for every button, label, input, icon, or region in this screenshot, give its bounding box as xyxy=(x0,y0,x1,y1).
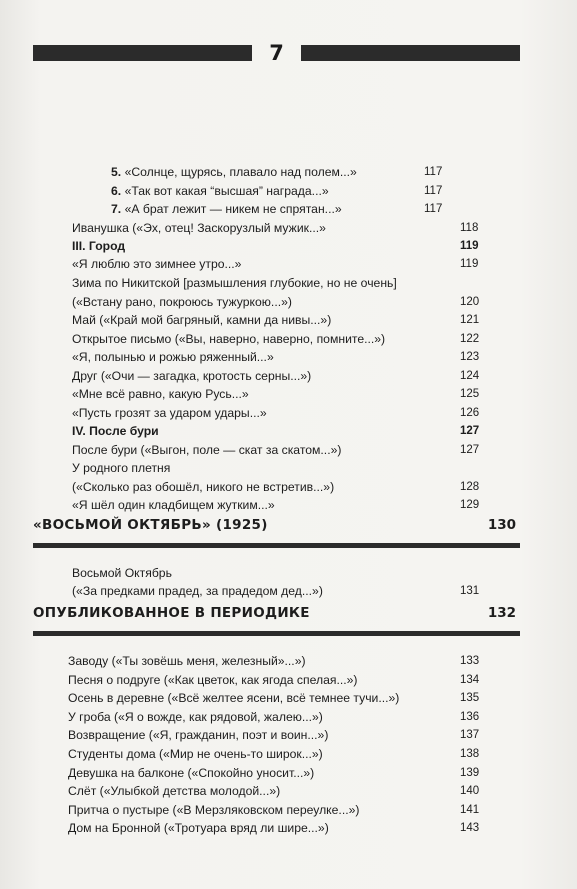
entry-title: Зима по Никитской [размышления глубокие, но не очень] xyxy=(72,276,397,290)
toc-entry xyxy=(68,781,480,801)
entry-title: «А брат лежит — никем не спрятан...» xyxy=(124,202,342,216)
toc-entry xyxy=(111,199,443,219)
toc-entry xyxy=(72,292,480,312)
toc-entry xyxy=(72,458,170,478)
entry-title: Заводу («Ты зовёшь меня, железный»...») xyxy=(68,654,306,668)
entry-page: 125 xyxy=(460,388,480,400)
entry-page: 119 xyxy=(460,258,479,270)
entry-title: Друг («Очи — загадка, кротость серны...») xyxy=(72,369,312,383)
entry-page: 126 xyxy=(460,407,480,419)
entry-page: 131 xyxy=(460,585,480,597)
entry-page: 120 xyxy=(460,296,480,308)
entry-title: Слёт («Улыбкой детства молодой...») xyxy=(68,784,281,798)
page-header xyxy=(33,41,520,65)
entry-page: 129 xyxy=(460,499,480,511)
entry-page: 119 xyxy=(460,240,479,252)
entry-title: («Встану рано, покроюсь тужуркою...») xyxy=(72,295,292,309)
section-page: 130 xyxy=(487,517,516,533)
entry-title: Песня о подруге («Как цветок, как ягода спелая...») xyxy=(68,673,358,687)
section-title: ОПУБЛИКОВАННОЕ В ПЕРИОДИКЕ xyxy=(33,605,310,621)
entry-page: 141 xyxy=(460,804,480,816)
entry-page: 124 xyxy=(460,370,480,382)
entry-title: Осень в деревне («Всё желтее ясени, всё темнее тучи...») xyxy=(68,691,400,705)
section-title: «ВОСЬМОЙ ОКТЯБРЬ» (1925) xyxy=(33,517,268,533)
entry-title: («За предками прадед, за прадедом дед...») xyxy=(72,584,323,598)
page-number: 7 xyxy=(269,41,284,65)
entry-title: Восьмой Октябрь xyxy=(72,566,172,580)
entry-title: Дом на Бронной («Тротуара вряд ли шире...») xyxy=(68,821,329,835)
entry-page: 118 xyxy=(460,222,479,234)
toc-entry xyxy=(68,818,480,838)
entry-title: «Так вот какая “высшая” награда...» xyxy=(124,184,329,198)
entry-title: Притча о пустыре («В Мерзляковском переулке...») xyxy=(68,803,360,817)
entry-page: 117 xyxy=(424,166,443,178)
entry-number: 7. xyxy=(111,202,122,216)
entry-title: «Мне всё равно, какую Русь...» xyxy=(72,387,249,401)
entry-title: Девушка на балконе («Спокойно уносит...») xyxy=(68,766,315,780)
toc-entry xyxy=(68,707,480,727)
toc-part-heading xyxy=(72,236,479,256)
section-heading xyxy=(33,515,520,548)
toc-entry xyxy=(68,670,480,690)
toc-entry xyxy=(68,744,480,764)
toc-entry xyxy=(72,384,480,404)
entry-page: 117 xyxy=(424,203,443,215)
entry-page: 117 xyxy=(424,185,443,197)
toc-entry xyxy=(72,440,480,460)
toc-entry xyxy=(72,366,480,386)
entry-title: «Я люблю это зимнее утро...» xyxy=(72,257,242,271)
entry-page: 143 xyxy=(460,822,480,834)
toc-entry xyxy=(72,310,480,330)
entry-page: 133 xyxy=(460,655,480,667)
entry-title: («Сколько раз обошёл, никого не встретив...») xyxy=(72,480,335,494)
toc-entry xyxy=(72,218,479,238)
toc-part-heading xyxy=(72,421,480,441)
entry-title: IV. После бури xyxy=(72,424,159,438)
entry-page: 140 xyxy=(460,785,480,797)
entry-page: 122 xyxy=(460,333,480,345)
entry-page: 127 xyxy=(460,425,480,437)
entry-title: «Я шёл один кладбищем жутким...» xyxy=(72,498,275,512)
entry-title: Возвращение («Я, гражданин, поэт и воин...») xyxy=(68,728,329,742)
section-page: 132 xyxy=(487,605,516,621)
entry-page: 121 xyxy=(460,314,480,326)
entry-title: Открытое письмо («Вы, наверно, наверно, помните...») xyxy=(72,332,386,346)
toc-entry xyxy=(72,495,480,515)
toc-entry xyxy=(72,581,480,601)
entry-title: После бури («Выгон, поле — скат за скатом...») xyxy=(72,443,342,457)
header-bar-left xyxy=(33,45,252,61)
entry-page: 139 xyxy=(460,767,480,779)
toc-entry xyxy=(68,688,480,708)
entry-page: 135 xyxy=(460,692,480,704)
toc-entry xyxy=(72,403,480,423)
entry-number: 6. xyxy=(111,184,122,198)
entry-page: 127 xyxy=(460,444,480,456)
toc-entry xyxy=(111,162,443,182)
toc-entry xyxy=(72,273,397,293)
toc-entry xyxy=(68,800,480,820)
entry-page: 134 xyxy=(460,674,480,686)
entry-page: 138 xyxy=(460,748,480,760)
section-heading xyxy=(33,603,520,636)
header-bar-right xyxy=(301,45,520,61)
entry-title: У родного плетня xyxy=(72,461,171,475)
toc-entry xyxy=(72,563,172,583)
toc-entry xyxy=(72,329,480,349)
toc-entry xyxy=(68,725,480,745)
entry-title: «Солнце, щурясь, плавало над полем...» xyxy=(124,165,357,179)
entry-page: 136 xyxy=(460,711,480,723)
entry-title: Май («Край мой багряный, камни да нивы...») xyxy=(72,313,332,327)
toc-entry xyxy=(72,347,480,367)
entry-title: У гроба («Я о вожде, как рядовой, жалею...») xyxy=(68,710,323,724)
toc-entry xyxy=(68,763,480,783)
entry-page: 137 xyxy=(460,729,480,741)
entry-page: 123 xyxy=(460,351,480,363)
toc-entry xyxy=(72,254,479,274)
entry-page: 128 xyxy=(460,481,480,493)
toc-entry xyxy=(111,181,443,201)
entry-title: III. Город xyxy=(72,239,126,253)
toc-entry xyxy=(68,651,480,671)
toc-entry xyxy=(72,477,480,497)
entry-title: Иванушка («Эх, отец! Заскорузлый мужик...» xyxy=(72,221,326,235)
entry-number: 5. xyxy=(111,165,122,179)
entry-title: «Я, полынью и рожью ряженный...» xyxy=(72,350,274,364)
entry-title: «Пусть грозят за ударом удары...» xyxy=(72,406,267,420)
entry-title: Студенты дома («Мир не очень-то широк...») xyxy=(68,747,323,761)
